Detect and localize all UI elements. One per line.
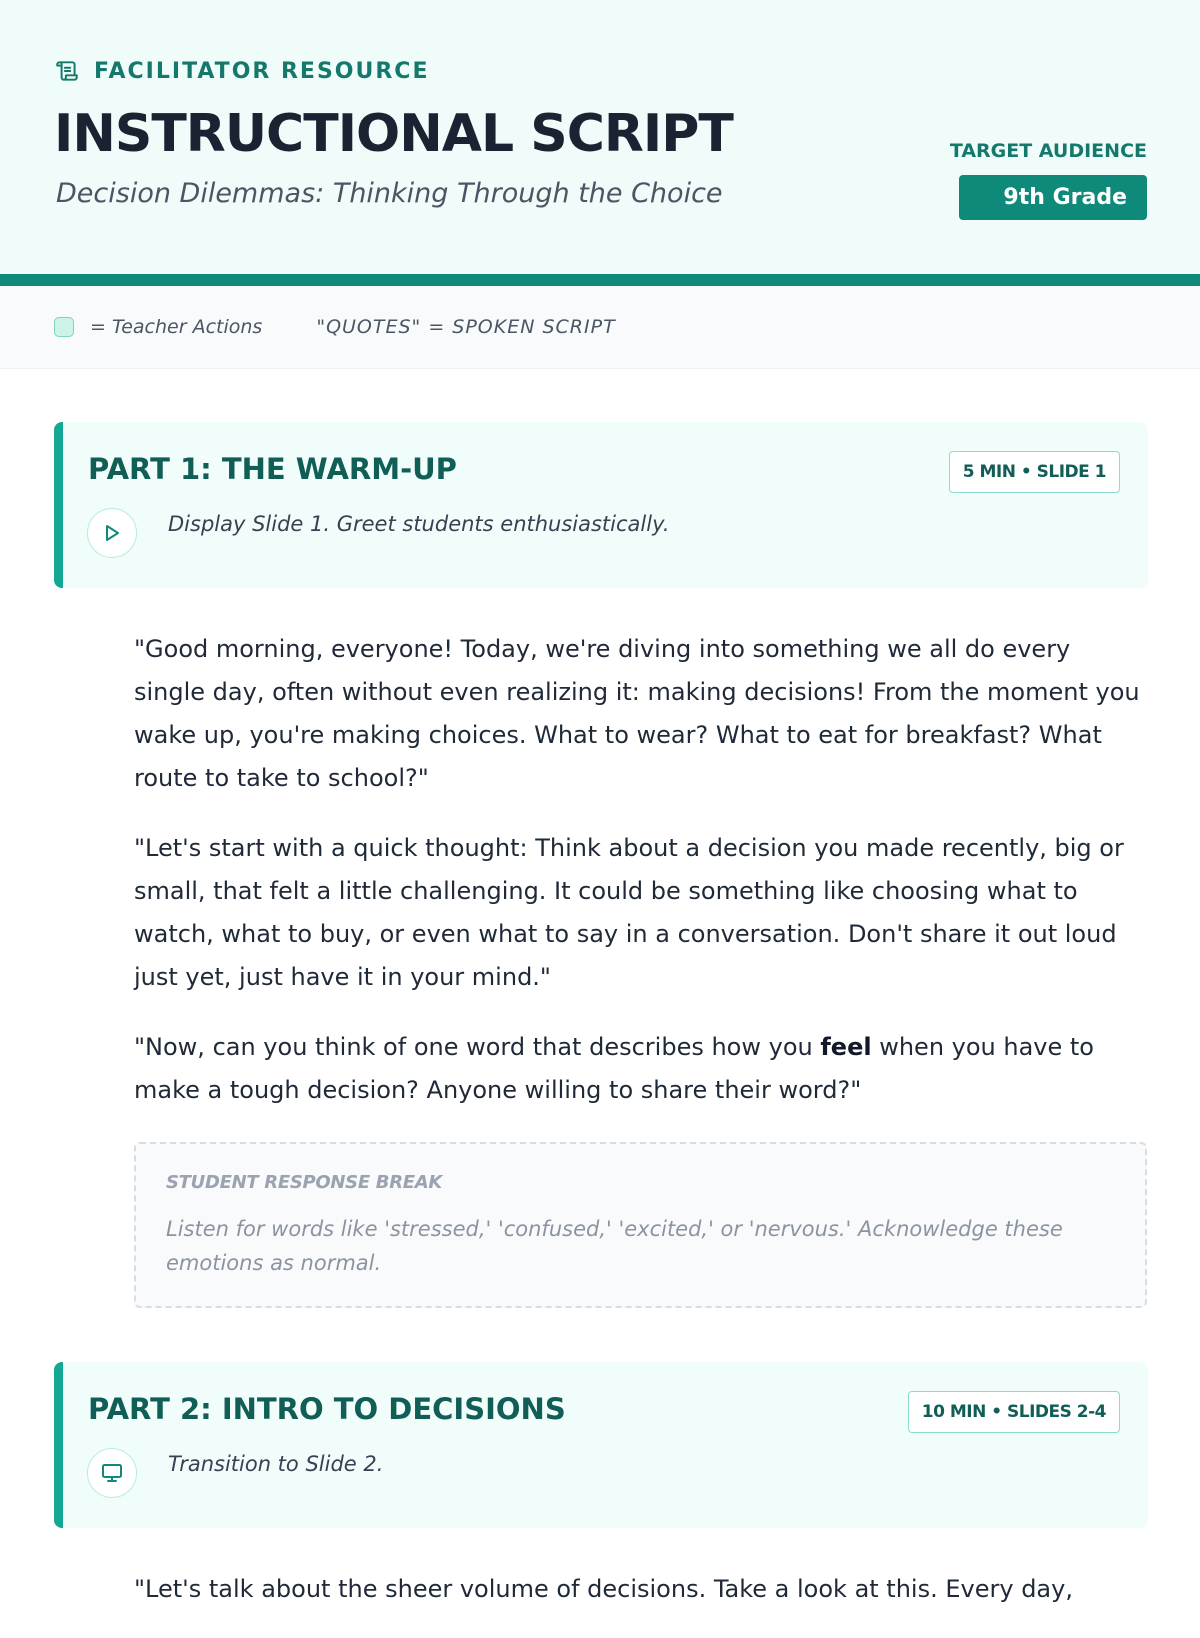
spoken-script-part-1: [134, 628, 1144, 1139]
part-duration-tag: 10 MIN • SLIDES 2-4: [908, 1391, 1120, 1433]
script-paragraph: "Let's start with a quick thought: Think about a decision you made recently, big or small, that felt a little challenging. It could be something like choosing what to watch, what to buy, or even what to say in a conversation. Don't share it out loud just yet, just have it in your mind.": [134, 834, 1124, 991]
student-response-break: [134, 1142, 1147, 1308]
script-paragraph: "Good morning, everyone! Today, we're diving into something we all do every single day, often without even realizing it: making decisions! From the moment you wake up, you're making choices. What to wear? What to eat for breakfast? What route to take to school?": [134, 635, 1140, 792]
spoken-script-part-2: [134, 1568, 1144, 1638]
scroll-icon: [54, 58, 80, 84]
page-subtitle: Decision Dilemmas: Thinking Through the Choice: [56, 178, 723, 209]
kicker: [54, 56, 430, 86]
legend-spoken-script: "QUOTES" = SPOKEN SCRIPT: [316, 316, 616, 338]
monitor-icon: [87, 1448, 137, 1498]
target-audience-label: TARGET AUDIENCE: [949, 140, 1147, 162]
teacher-action: Transition to Slide 2.: [168, 1452, 384, 1476]
part-duration-tag: 5 MIN • SLIDE 1: [949, 451, 1120, 493]
header: [0, 0, 1200, 274]
kicker-label: FACILITATOR RESOURCE: [94, 58, 430, 84]
teacher-actions-swatch: [54, 317, 74, 337]
part-2-header: [54, 1362, 1148, 1528]
page-title: INSTRUCTIONAL SCRIPT: [54, 104, 733, 164]
legend-teacher-actions: = Teacher Actions: [90, 316, 263, 338]
part-title: PART 1: THE WARM-UP: [88, 452, 457, 486]
response-break-text: Listen for words like 'stressed,' 'confused,' 'excited,' or 'nervous.' Acknowledge these emotions as normal.: [166, 1217, 1063, 1275]
header-divider: [0, 274, 1200, 286]
response-break-label: STUDENT RESPONSE BREAK: [166, 1172, 443, 1193]
script-paragraph: "Now, can you think of one word that describes how you feel when you have to make a tough decision? Anyone willing to share their word?": [134, 1033, 1094, 1104]
legend: [0, 286, 1200, 369]
part-1-header: [54, 422, 1148, 588]
target-audience-badge: 9th Grade: [959, 175, 1147, 220]
play-icon: [87, 508, 137, 558]
teacher-action: Display Slide 1. Greet students enthusiastically.: [168, 512, 670, 536]
script-paragraph: "Let's talk about the sheer volume of decisions. Take a look at this. Every day,: [134, 1575, 1073, 1603]
part-title: PART 2: INTRO TO DECISIONS: [88, 1392, 566, 1426]
emphasis: feel: [820, 1033, 872, 1061]
